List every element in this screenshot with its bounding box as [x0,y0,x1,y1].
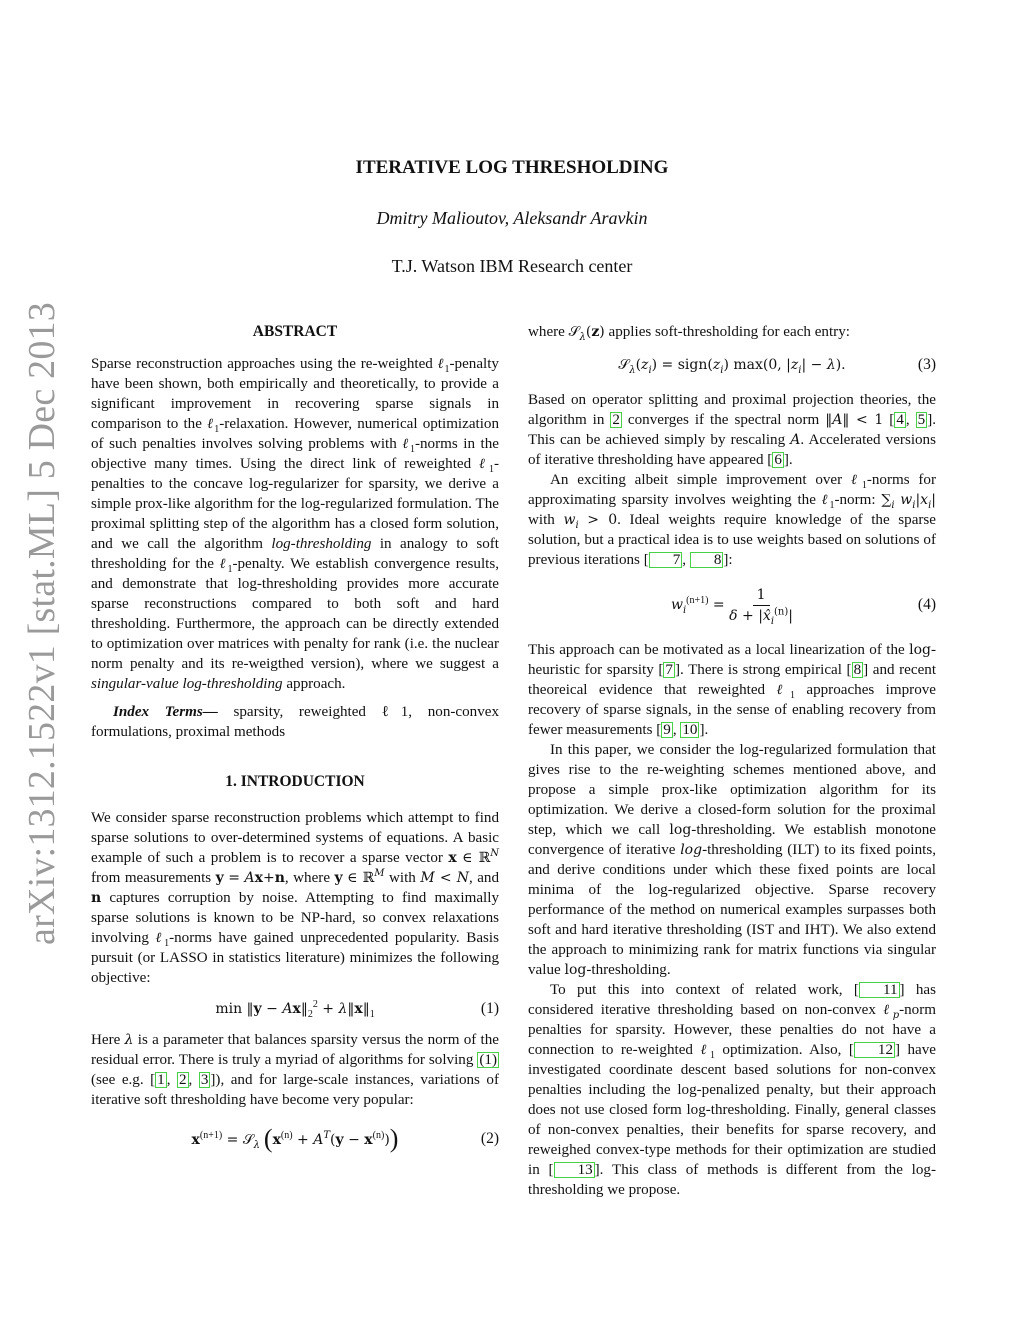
citation-link[interactable]: 11 [859,982,900,998]
citation-link[interactable]: 7 [649,552,683,568]
citation-link[interactable]: 7 [665,662,673,678]
intro-paragraph-2: Here λ is a parameter that balances sparsity versus the norm of the residual error. There is truly a myriad of algorithms for solving (1) (see e.g. [ 1 , 2 , 3 ]), and for large-scale instances, variations of iterative soft thresholding have become very popular: [91,1032,499,1108]
citation-link[interactable]: 4 [896,412,904,428]
citation-link[interactable]: 10 [682,722,698,738]
index-terms-text: sparsity, reweighted ℓ1, non-convex formulations, proximal methods [91,704,499,740]
paper-title: ITERATIVE LOG THRESHOLDING [355,157,669,178]
right-paragraph-2: An exciting albeit simple improvement over ℓ$_1$-norms for approximating sparsity involves weighting the ℓ$_1$-norm: $\sum_i$ $w_i|x_i|$ with $w_i > 0$. Ideal weights require knowledge of the sparse solution, but a practical idea is to use weights based on solutions of previous iterations [ 7 , 8 ]: [528,472,937,568]
arxiv-stamp: arXiv:1312.1522v1 [stat.ML] 5 Dec 2013 [21,302,63,945]
soft-threshold-intro: where 𝒮$_\lambda$(z) applies soft-thresholding for each entry: [528,324,850,344]
citation-link[interactable]: 5 [917,412,926,428]
citation-link[interactable]: 6 [774,452,782,468]
index-terms [91,702,499,742]
equation-4-number: (4) [917,596,936,613]
equation-2-number: (2) [480,1130,499,1147]
section1-heading: 1. INTRODUCTION [225,773,365,790]
right-paragraph-5: To put this into context of related work, [ 11 ] has considered iterative thresholding based on non-convex ℓ$_p$-norm penalties for sparsity. However, these penalties do not have a connection to re-weighted ℓ$_1$ optimization. Also, [ 12 ] have investigated coordinate descent based solutions for non-convex penalties including the log-penalized penalty, but their approach does not use closed form log-thresholding. Finally, general classes of non-convex penalties, their benefits for sparse recovery, and reweighed convex-type methods for their optimization are studied in [ 13 ]. This class of methods is different from the log-thresholding we propose. [528,982,936,1198]
equation-2: $x^{(n+1)}$ = 𝒮$_\lambda$ $(x^{(n)} + A^T(y - x^{(n)}))$ (2) [91,1116,499,1162]
equation-ref[interactable]: (1) [479,1052,497,1068]
citation-link[interactable]: 12 [854,1042,895,1058]
citation-link[interactable]: 1 [157,1072,165,1088]
right-paragraph-3: This approach can be motivated as a local linearization of the log-heuristic for sparsity [ 7 ]. There is strong empirical [ 8 ] and recent theoreical evidence that reweighted ℓ$_1$ approaches improve recovery of sparse signals, in the sense of enabling recovery from fewer measurements [ 9 , 10 ]. [528,642,937,738]
index-terms-label: Index Terms— [113,704,218,720]
citation-link[interactable]: 2 [179,1072,187,1088]
equation-ref[interactable]: 2 [612,412,620,428]
equation-1-number: (1) [480,1000,499,1017]
right-paragraph-1: Based on operator splitting and proximal projection theories, the algorithm in 2 converges if the spectral norm ‖A‖ < 1 [ 4 , 5 ]. This can be achieved simply by rescaling A. Accelerated versions of iterative thresholding have appeared [ 6 ]. [528,392,936,468]
authors: Dmitry Malioutov, Aleksandr Aravkin [376,208,648,228]
equation-4: $w_i^{(n+1)}$ = $\frac{1}{\delta + |x̂_i^{(n)}|}$ (4) [528,582,936,628]
abstract-heading: ABSTRACT [252,323,338,340]
abstract-body: Sparse reconstruction approaches using the re-weighted ℓ$_1$-penalty have been shown, both empirically and theoretically, to provide a significant improvement in recovering sparse signals in comparison to the ℓ$_1$-relaxation. However, numerical optimization of such penalties involves solving problems with ℓ$_1$-norms in the objective many times. Using the direct link of reweighted ℓ$_1$-penalties to the concave log-regularizer for sparsity, we derive a simple prox-like algorithm for the log-regularized formulation. The proximal splitting step of the algorithm has a closed form solution, and we call the algorithm log-thresholding in analogy to soft thresholding for the ℓ$_1$-penalty. We establish convergence results, and demonstrate that log-thresholding provides more accurate sparse reconstructions compared to both soft and hard thresholding. Furthermore, the approach can be directly extended to optimization over matrices with penalty for rank (i.e. the nuclear norm penalty and its re-weigthed version), where we suggest a singular-value log-thresholding approach. [91,356,500,692]
citation-link[interactable]: 3 [200,1072,209,1088]
equation-3: $𝒮_\lambda(z_i)$ = $sign(z_i)$ max(0, $|z_i| - \lambda$). (3) [528,350,936,380]
right-paragraph-4: In this paper, we consider the log-regularized formulation that gives rise to the re-weighting schemes mentioned above, and propose a simple prox-like optimization algorithm for its optimization. We derive a closed-form solution for the proximal step, which we call log-thresholding. We establish monotone convergence of iterative log-thresholding (ILT) to its fixed points, and derive conditions under which these fixed points are local minima of the log-regularized objective. Sparse recovery performance of the method on numerical examples surpasses both soft and hard iterative thresholding (IST and IHT). We also extend the approach to minimizing rank for matrix functions via singular value log-thresholding. [528,742,937,978]
intro-paragraph-1: We consider sparse reconstruction problems which attempt to find sparse solutions to over-determined systems of equations. A basic example of such a problem is to recover a sparse vector x ∈ ℝ$^N$ from measurements y = Ax+n, where y ∈ ℝ$^M$ with M < N, and n captures corruption by noise. Attempting to find maximally sparse solutions is known to be NP-hard, so convex relaxations involving ℓ$_1$-norms have gained unprecedented popularity. Basis pursuit (or LASSO in statistics literature) minimizes the following objective: [91,810,499,986]
affiliation: T.J. Watson IBM Research center [391,256,633,276]
equation-3-number: (3) [917,356,936,373]
citation-link[interactable]: 8 [853,662,862,678]
citation-link[interactable]: 8 [690,552,724,568]
citation-link[interactable]: 13 [554,1162,595,1178]
right-column [528,322,936,1200]
left-column [91,322,499,1162]
citation-link[interactable]: 9 [663,722,671,738]
equation-1: min ‖y − $Ax‖_2^2$ + $\lambda‖x‖_1$ (1) [91,994,499,1024]
